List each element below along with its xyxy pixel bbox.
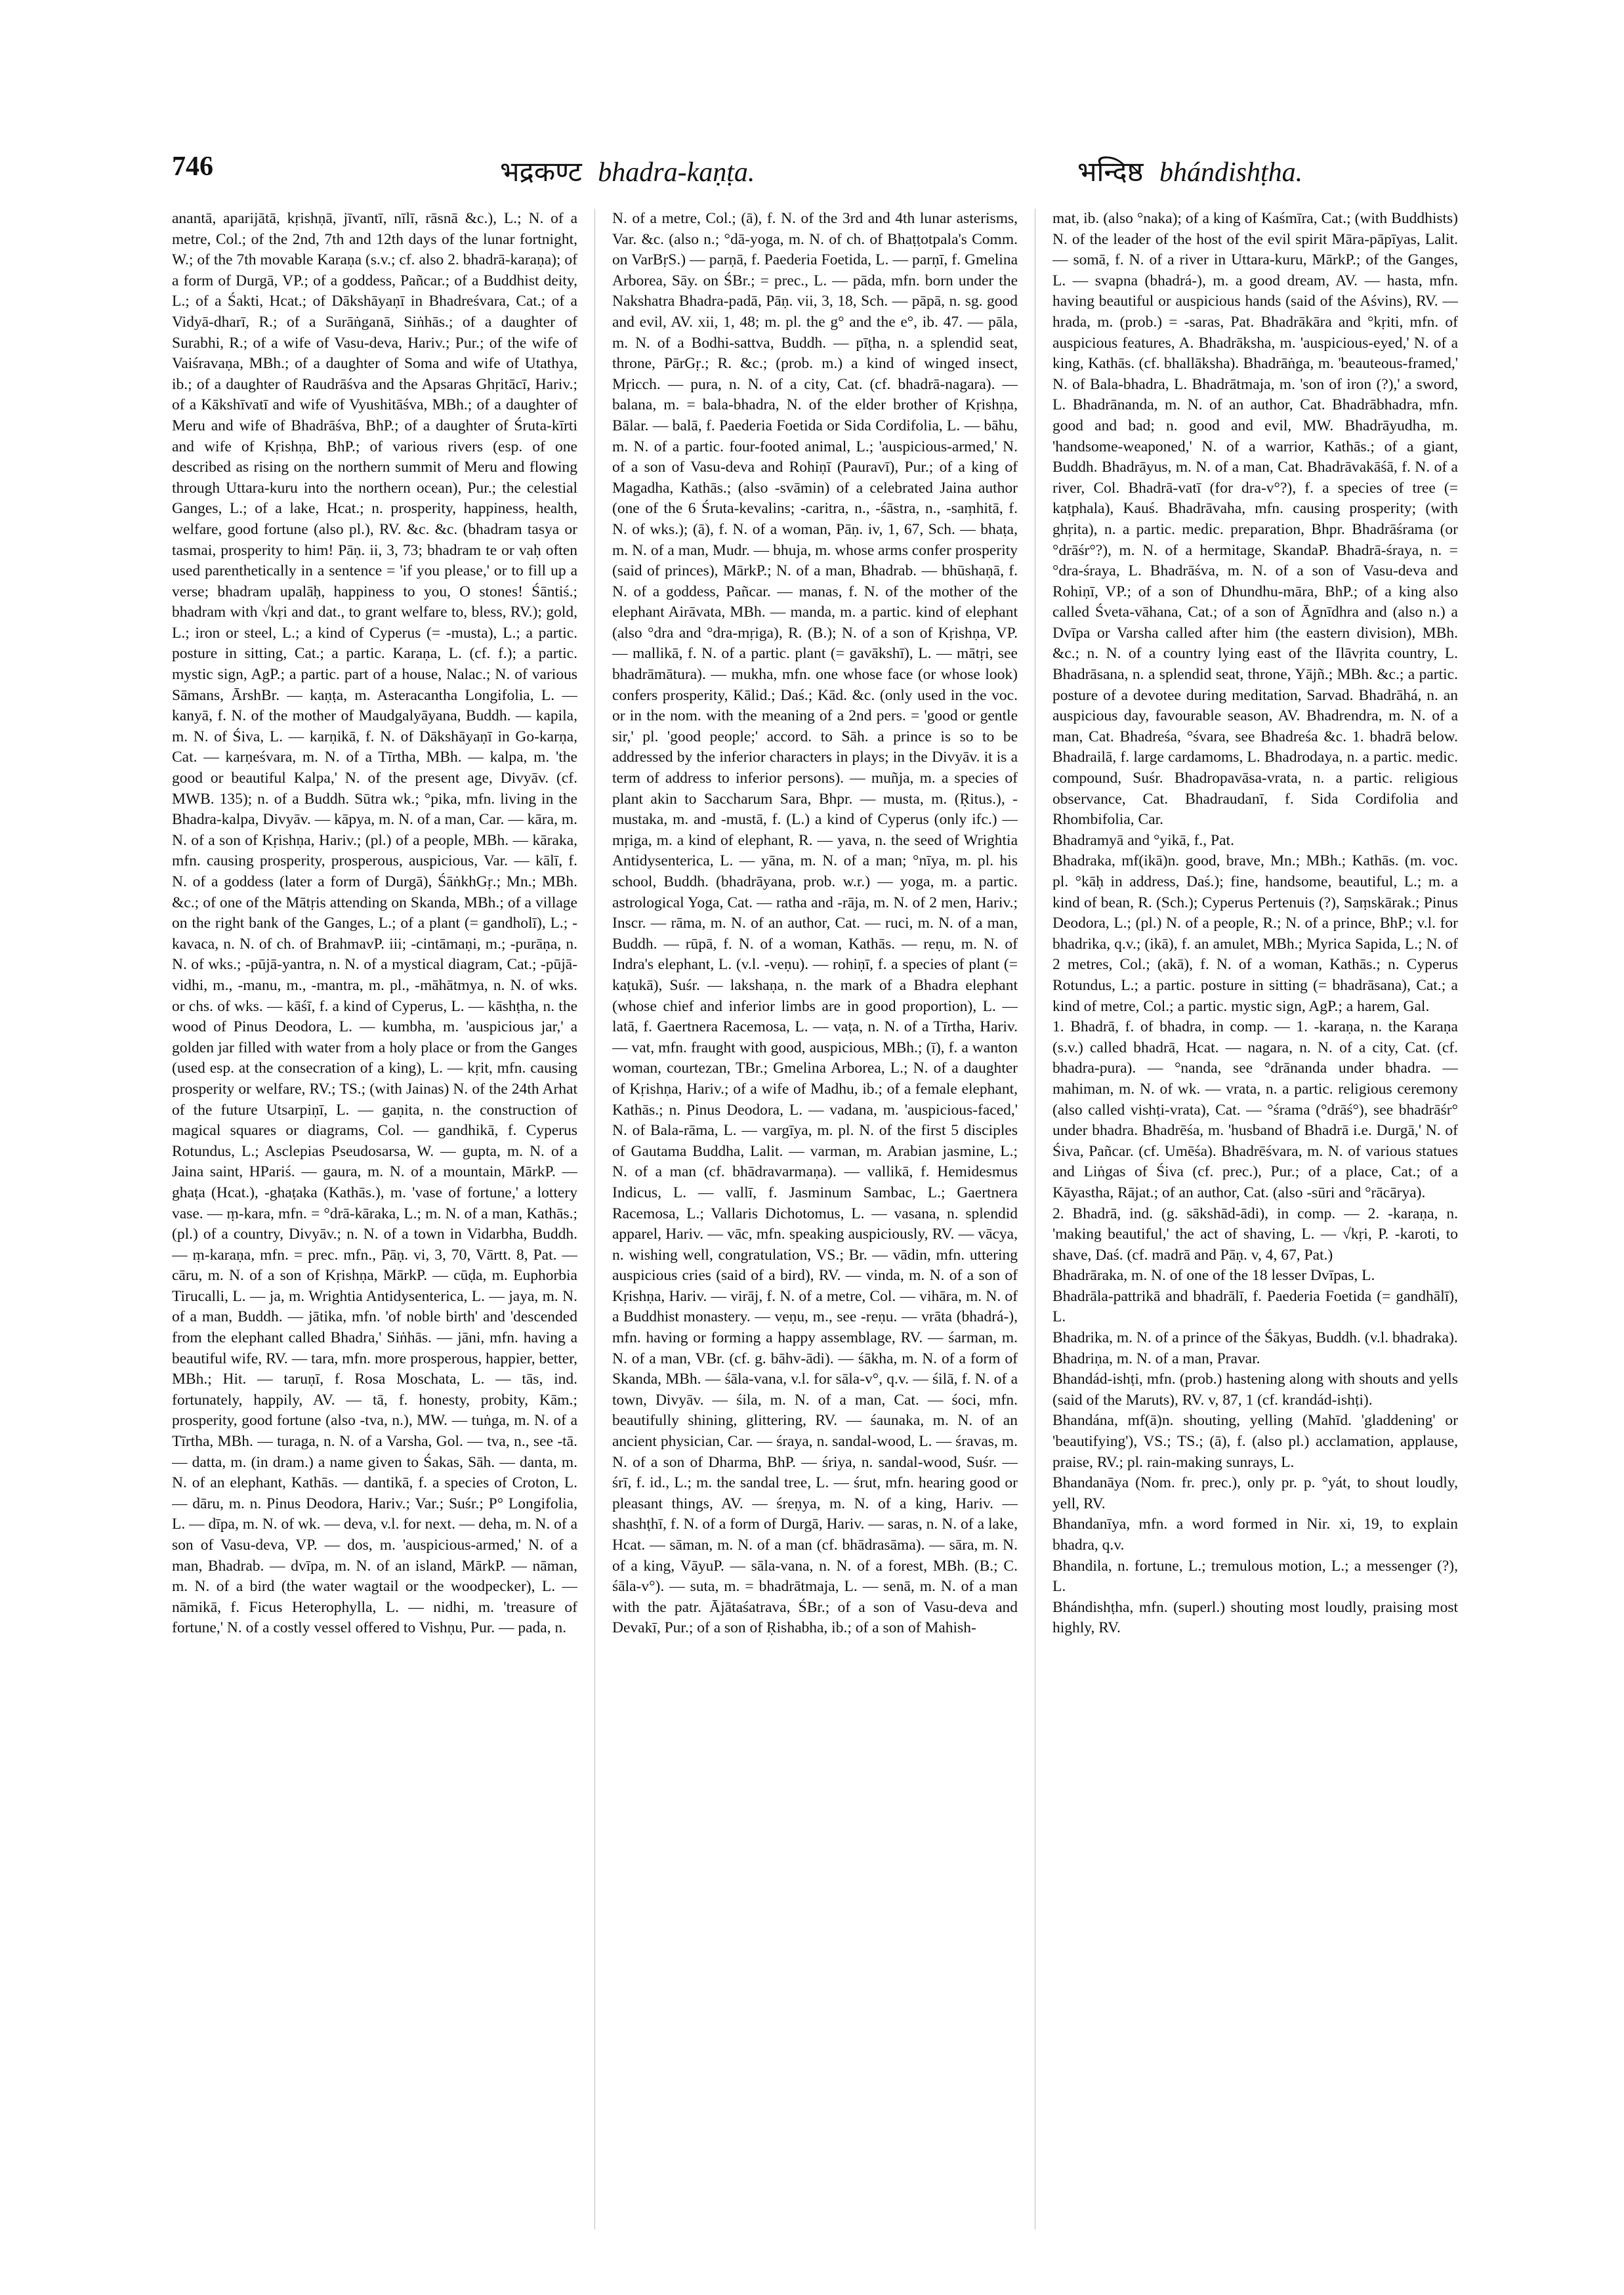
column-3-paragraph: Bhandila, n. fortune, L.; tremulous motion, L.; a messenger (?), L. — [1052, 1557, 1458, 1596]
column-3-paragraph: 1. Bhadrā, f. of bhadra, in comp. — 1. -karaṇa, n. the Karaṇa (s.v.) called bhadrā, Hcat. — nagara, n. N. of a city, Cat. (cf. bhadra-pura). — °nanda, see °drānanda under bhadra. — mahiman, m. N. of wk. — vrata, n. a partic. religious ceremony (also called vishṭi-vrata), Cat. — °śrama (°drāś°), see bhadrāśr° under bhadra. Bhadrēśa, m. 'husband of Bhadrā i.e. Durgā,' N. of Śiva, Pañcar. (cf. Umēśa). Bhadrēśvara, m. N. of various statues and Liṅgas of Śiva (cf. prec.), Pur.; of a place, Cat.; of a Kāyastha, Rājat.; of an author, Cat. (also -sūri and °rācārya). — [1052, 1018, 1458, 1201]
column-3-paragraph: mat, ib. (also °naka); of a king of Kaśmīra, Cat.; (with Buddhists) N. of the leader of the host of the evil spirit Māra-pāpīyas, Lalit. — somā, f. N. of a river in Uttara-kuru, MārkP.; of the Ganges, L. — svapna (bhadrá-), m. a good dream, AV. — hasta, mfn. having beautiful or auspicious hands (said of the Aśvins), RV. — hrada, m. (prob.) = -saras, Pat. Bhadrākāra and °kṛiti, mfn. of auspicious features, A. Bhadrāksha, m. 'auspicious-eyed,' N. of a king, Kathās. (cf. bhallāksha). Bhadrāṅga, m. 'beauteous-framed,' N. of Bala-bhadra, L. Bhadrātmaja, m. 'son of iron (?),' a sword, L. Bhadrānanda, m. N. of an author, Cat. Bhadrābhadra, mfn. good and bad; n. good and evil, MW. Bhadrāyudha, m. 'handsome-weaponed,' N. of a warrior, Kathās.; of a giant, Buddh. Bhadrāyus, m. N. of a man, Cat. Bhadrāvakāśā, f. N. of a river, Col. Bhadrā-vatī (for dra-v°?), f. a species of tree (= kaṭphala), Kauś. Bhadrāvaha, mfn. causing prosperity; (with ghṛita), n. a partic. medic. preparation, Bhpr. Bhadrāśrama (or °drāśr°?), m. N. of a hermitage, SkandaP. Bhadrā-śraya, n. = °dra-śraya, L. Bhadrāśva, m. N. of a son of Vasu-deva and Rohiṇī, VP.; of a son of Dhundhu-māra, BhP.; of a king also called Śveta-vāhana, Cat.; of a son of Āgnīdhra and (also n.) a Dvīpa or Varsha called after him (the eastern division), MBh. &c.; n. N. of a country lying east of the Ilāvṛita country, L. Bhadrāsana, n. a splendid seat, throne, Yājñ.; MBh. &c.; a partic. posture of a devotee during meditation, Sarvad. Bhadrāhá, n. an auspicious day, favourable season, AV. Bhadrendra, m. N. of a man, Cat. Bhadreśa, °śvara, see Bhadreśa &c. 1. bhadrā below. Bhadrailā, f. large cardamoms, L. Bhadrodaya, n. a partic. medic. compound, Suśr. Bhadropavāsa-vrata, n. a partic. religious observance, Cat. Bhadraudanī, f. Sida Cordifolia and Rhombifolia, Car. — [1052, 210, 1458, 829]
header-right-headword — [1077, 152, 1302, 190]
column-3-paragraph: Bhandád-ishṭi, mfn. (prob.) hastening along with shouts and yells (said of the Maruts), RV. v, 87, 1 (cf. krandád-ishṭi). — [1052, 1371, 1458, 1409]
column-1-paragraph: anantā, aparijātā, kṛishṇā, jīvantī, nīlī, rāsnā &c.), L.; N. of a metre, Col.; of the 2nd, 7th and 12th days of the lunar fortnight, W.; of the 7th movable Karaṇa (s.v.; cf. also 2. bhadrā-karaṇa); of a form of Durgā, VP.; of a goddess, Pañcar.; of a Buddhist deity, L.; of a Śakti, Hcat.; of Dākshāyaṇī in Bhadreśvara, Cat.; of a Vidyā-dharī, R.; of a Surāṅganā, Siṅhās.; of a daughter of Surabhi, R.; of a wife of Vasu-deva, Hariv.; Pur.; of the wife of Vaiśravaṇa, MBh.; of a daughter of Soma and wife of Utathya, ib.; of a daughter of Raudrāśva and the Apsaras Ghṛitācī, Hariv.; of a Kākshīvatī and wife of Vyushitāśva, MBh.; of a daughter of Meru and wife of Bhadrāśva, BhP.; of a daughter of Śruta-kīrti and wife of Kṛishṇa, BhP.; of various rivers (esp. of one described as rising on the northern summit of Meru and flowing through Uttara-kuru into the northern ocean), Pur.; the celestial Ganges, L.; of a lake, Hcat.; n. prosperity, happiness, health, welfare, good fortune (also pl.), RV. &c. &c. (bhadram tasya or tasmai, prosperity to him! Pāṇ. ii, 3, 73; bhadram te or vaḥ often used parenthetically in a sentence = 'if you please,' or to fill up a verse; bhadram upalāḥ, happiness to you, O stones! Śāntiś.; bhadram with √kṛi and dat., to grant welfare to, bless, RV.); gold, L.; iron or steel, L.; a kind of Cyperus (= -musta), L.; a partic. posture in sitting, Cat.; a partic. Karaṇa, L. (cf. f.); a partic. mystic sign, AgP.; a partic. part of a house, Nalac.; N. of various Sāmans, ĀrshBr. — kaṇṭa, m. Asteracantha Longifolia, L. — kanyā, f. N. of the mother of Maudgalyāyana, Buddh. — kapila, m. N. of Śiva, L. — karṇikā, f. N. of Dākshāyaṇī in Go-karṇa, Cat. — karṇeśvara, m. N. of a Tīrtha, MBh. — kalpa, m. 'the good or beautiful Kalpa,' N. of the present age, Divyāv. (cf. MWB. 135); n. of a Buddh. Sūtra wk.; °pika, mfn. living in the Bhadra-kalpa, Divyāv. — kāpya, m. N. of a man, Car. — kāra, m. N. of a son of Kṛishṇa, Hariv.; (pl.) of a people, MBh. — kāraka, mfn. causing prosperity, prosperous, auspicious, Var. — kālī, f. N. of a goddess (later a form of Durgā), ŚāṅkhGṛ.; Mn.; MBh. &c.; of one of the Mātṛis attending on Skanda, MBh.; of a village on the right bank of the Ganges, L.; of a plant (= gandholī), L.; -kavaca, n. N. of ch. of BrahmavP. iii; -cintāmaṇi, m.; -purāṇa, n. N. of wks.; -pūjā-yantra, n. N. of a mystical diagram, Cat.; -pūjā-vidhi, m., -manu, m., -mantra, m. pl., -māhātmya, n. N. of wks. or chs. of wks. — kāśī, f. a kind of Cyperus, L. — kāshṭha, n. the wood of Pinus Deodora, L. — kumbha, m. 'auspicious jar,' a golden jar filled with water from a holy place or from the Ganges (used esp. at the consecration of a king), L. — kṛit, mfn. causing prosperity or welfare, RV.; TS.; (with Jainas) N. of the 24th Arhat of the future Utsarpiṇī, L. — gaṇita, n. the construction of magical squares or diagrams, Col. — gandhikā, f. Cyperus Rotundus, L.; Asclepias Pseudosarsa, W. — gupta, m. N. of a Jaina saint, HPariś. — gaura, m. N. of a mountain, MārkP. — ghaṭa (Hcat.), -ghaṭaka (Kathās.), m. 'vase of fortune,' a lottery vase. — ṃ-kara, mfn. = °drā-kāraka, L.; m. N. of a man, Kathās.; (pl.) of a country, Divyāv.; n. N. of a town in Vidarbha, Buddh. — ṃ-karaṇa, mfn. = prec. mfn., Pāṇ. vi, 3, 70, Vārtt. 8, Pat. — cāru, m. N. of a son of Kṛishṇa, MārkP. — cūḍa, m. Euphorbia Tirucalli, L. — ja, m. Wrightia Antidysenterica, L. — jaya, m. N. of a man, Buddh. — jātika, mfn. 'of noble birth' and 'descended from the elephant called Bhadra,' Siṅhās. — jāni, mfn. having a beautiful wife, RV. — tara, mfn. more prosperous, happier, better, MBh.; Hit. — taruṇī, f. Rosa Moschata, L. — tās, ind. fortunately, happily, AV. — tā, f. honesty, probity, Kām.; prosperity, good fortune (also -tva, n.), MW. — tuṅga, m. N. of a Tīrtha, MBh. — turaga, n. N. of a Varsha, Gol. — tva, n., see -tā. — datta, m. (in dram.) a name given to Śakas, Sāh. — danta, m. N. of an elephant, Kathās. — dantikā, f. a species of Croton, L. — dāru, m. n. Pinus Deodora, Hariv.; Var.; Suśr.; P° Longifolia, L. — dīpa, m. N. of wk. — deva, v.l. for next. — deha, m. N. of a son of Vasu-deva, VP. — dos, m. 'auspicious-armed,' N. of a man, Bhadrab. — dvīpa, m. N. of an island, MārkP. — nāman, m. N. of a bird (the water wagtail or the woodpecker), L. — nāmikā, f. Ficus Heterophylla, L. — nidhi, m. 'treasure of fortune,' N. of a costly vessel offered to Vishṇu, Pur. — pada, n. — [172, 210, 577, 1637]
column-3-paragraph: Bhadraka, mf(ikā)n. good, brave, Mn.; MBh.; Kathās. (m. voc. pl. °kāḥ in address, Daś.); fine, handsome, beautiful, L.; m. a kind of bean, R. (Sch.); Cyperus Pertenuis (?), Saṃskārak.; Pinus Deodora, L.; (pl.) N. of a people, R.; N. of a prince, BhP.; v.l. for bhadrika, q.v.; (ikā), f. an amulet, MBh.; Myrica Sapida, L.; N. of 2 metres, Col.; (akā), f. N. of a woman, Kathās.; n. Cyperus Rotundus, L.; a partic. posture in sitting (= bhadrāsana), Cat.; a kind of metre, Col.; a partic. mystic sign, AgP.; a harem, Gal. — [1052, 852, 1458, 1015]
header-right-latin: bhándishṭha. — [1159, 157, 1303, 188]
column-2 — [612, 209, 1018, 2229]
column-divider — [594, 209, 595, 2229]
page-header — [172, 144, 1451, 197]
header-left-devanagari: भद्रकण्ट — [500, 157, 582, 188]
header-left-headword — [500, 152, 755, 190]
column-3-paragraph: Bhandanīya, mfn. a word formed in Nir. xi, 19, to explain bhadra, q.v. — [1052, 1516, 1458, 1554]
column-1 — [172, 209, 577, 2229]
column-3-paragraph: Bhadrika, m. N. of a prince of the Śākyas, Buddh. (v.l. bhadraka). — [1052, 1329, 1458, 1347]
column-3-paragraph: 2. Bhadrā, ind. (g. sākshād-ādi), in comp. — 2. -karaṇa, n. 'making beautiful,' the act of shaving, L. — √kṛi, P. -karoti, to shave, Daś. (cf. madrā and Pāṇ. v, 4, 67, Pat.) — [1052, 1205, 1458, 1264]
column-3 — [1052, 209, 1458, 2229]
column-3-paragraph: Bhadriṇa, m. N. of a man, Pravar. — [1052, 1350, 1260, 1367]
text-columns — [172, 209, 1458, 2229]
column-2-paragraph: N. of a metre, Col.; (ā), f. N. of the 3rd and 4th lunar asterisms, Var. &c. (also n.; °dā-yoga, m. N. of ch. of Bhaṭṭotpala's Comm. on VarBṛS.) — parṇā, f. Paederia Foetida, L. — parṇī, f. Gmelina Arborea, Sāy. on ŚBr.; = prec., L. — pāda, mfn. born under the Nakshatra Bhadra-padā, Pāṇ. vii, 3, 18, Sch. — pāpā, n. sg. good and evil, AV. xii, 1, 48; m. pl. the g° and the e°, ib. 47. — pāla, m. N. of a Bodhi-sattva, Buddh. — pīṭha, n. a splendid seat, throne, PārGṛ.; R. &c.; (prob. m.) a kind of winged insect, Mṛicch. — pura, n. N. of a city, Cat. (cf. bhadrā-nagara). — balana, m. = bala-bhadra, N. of the elder brother of Kṛishṇa, Bālar. — balā, f. Paederia Foetida or Sida Cordifolia, L. — bāhu, m. N. of a partic. four-footed animal, L.; 'auspicious-armed,' N. of a son of Vasu-deva and Rohiṇī (Pauravī), Pur.; of a king of Magadha, Kathās.; (also -svāmin) of a celebrated Jaina author (one of the 6 Śruta-kevalins; -caritra, n., -śāstra, n., -saṃhitā, f. N. of wks.); (ā), f. N. of a woman, Pāṇ. iv, 1, 67, Sch. — bhaṭa, m. N. of a man, Mudr. — bhuja, m. whose arms confer prosperity (said of princes), MārkP.; N. of a man, Bhadrab. — bhūshaṇā, f. N. of a goddess, Pañcar. — manas, f. N. of the mother of the elephant Airāvata, MBh. — manda, m. a partic. kind of elephant (also °dra and °dra-mṛiga), R. (B.); N. of a son of Kṛishṇa, VP. — mallikā, f. N. of a partic. plant (= gavākshī), L. — mātṛi, see bhadrāmātura). — mukha, mfn. one whose face (or whose look) confers prosperity, Kālid.; Daś.; Kād. &c. (only used in the voc. or in the nom. with the meaning of a 2nd pers. = 'good or gentle sir,' pl. 'good people;' accord. to Sāh. a prince is so to be addressed by the inferior characters in plays; in the Divyāv. it is a term of address to inferior persons). — muñja, m. a species of plant akin to Saccharum Sara, Bhpr. — musta, m. (Ṛitus.), -mustaka, m. and -mustā, f. (L.) a kind of Cyperus (only ifc.) — mṛiga, m. a kind of elephant, R. — yava, n. the seed of Wrightia Antidysenterica, L. — yāna, m. N. of a man; °nīya, m. pl. his school, Buddh. (bhadrāyana, prob. w.r.) — yoga, m. a partic. astrological Yoga, Cat. — ratha and -rāja, m. N. of 2 men, Hariv.; Inscr. — rāma, m. N. of an author, Cat. — ruci, m. N. of a man, Buddh. — rūpā, f. N. of a woman, Kathās. — reṇu, m. N. of Indra's elephant, L. (v.l. -veṇu). — rohiṇī, f. a species of plant (= kaṭukā), Suśr. — lakshaṇa, n. the mark of a Bhadra elephant (whose chief and inferior limbs are in good proportion), L. — latā, f. Gaertnera Racemosa, L. — vaṭa, n. N. of a Tīrtha, Hariv. — vat, mfn. fraught with good, auspicious, MBh.; (ī), f. a wanton woman, courtezan, TBr.; Gmelina Arborea, L.; N. of a daughter of Kṛishṇa, Hariv.; of a wife of Madhu, ib.; of a female elephant, Kathās.; n. Pinus Deodora, L. — vadana, m. 'auspicious-faced,' N. of Bala-rāma, L. — vargīya, m. pl. N. of the first 5 disciples of Gautama Buddha, Lalit. — varman, m. Arabian jasmine, L.; N. of a man (cf. bhādravarmaṇa). — vallikā, f. Hemidesmus Indicus, L. — vallī, f. Jasminum Sambac, L.; Gaertnera Racemosa, L.; Vallaris Dichotomus, L. — vasana, n. splendid apparel, Hariv. — vāc, mfn. speaking auspiciously, RV. — vācya, n. wishing well, congratulation, VS.; Br. — vādin, mfn. uttering auspicious cries (said of a bird), RV. — vinda, m. N. of a son of Kṛishṇa, Hariv. — virāj, f. N. of a metre, Col. — vihāra, m. N. of a Buddhist monastery. — veṇu, m., see -reṇu. — vrāta (bhadrá-), mfn. having or forming a happy assemblage, RV. — śarman, m. N. of a man, VBr. (cf. g. bāhv-ādi). — śākha, m. N. of a form of Skanda, MBh. — śāla-vana, v.l. for sāla-v°, q.v. — śilā, f. N. of a town, Divyāv. — śila, m. N. of a man, Cat. — śoci, mfn. beautifully shining, glittering, RV. — śaunaka, m. N. of an ancient physician, Car. — śraya, n. sandal-wood, L. — śravas, m. N. of a son of Dharma, BhP. — śriya, n. sandal-wood, Suśr. — śrī, f. id., L.; m. the sandal tree, L. — śrut, mfn. hearing good or pleasant things, AV. — śreṇya, m. N. of a king, Hariv. — shashṭhī, f. N. of a form of Durgā, Hariv. — saras, n. N. of a lake, Hcat. — sāman, m. N. of a man (cf. bhādrasāma). — sāra, m. N. of a king, VāyuP. — sāla-vana, n. N. of a forest, MBh. (B.; C. śāla-v°). — suta, m. = bhadrātmaja, L. — senā, m. N. of a man with the patr. Ājātaśatrava, ŚBr.; of a son of Vasu-deva and Devakī, Pur.; of a son of Ṛishabha, ib.; of a son of Mahish- — [612, 210, 1018, 1637]
header-right-devanagari: भन्दिष्ठ — [1077, 157, 1144, 188]
column-3-paragraph: Bhándishṭha, mfn. (superl.) shouting most loudly, praising most highly, RV. — [1052, 1598, 1458, 1637]
column-3-paragraph: Bhadrāla-pattrikā and bhadrālī, f. Paederia Foetida (= gandhālī), L. — [1052, 1287, 1458, 1326]
column-3-paragraph: Bhadrāraka, m. N. of one of the 18 lesser Dvīpas, L. — [1052, 1267, 1375, 1285]
column-3-paragraph: Bhadramyā and °yikā, f., Pat. — [1052, 831, 1234, 849]
page-number: 746 — [172, 152, 213, 182]
column-3-paragraph: Bhandanāya (Nom. fr. prec.), only pr. p. °yát, to shout loudly, yell, RV. — [1052, 1474, 1458, 1512]
column-3-paragraph: Bhandána, mf(ā)n. shouting, yelling (Mahīd. 'gladdening' or 'beautifying'), VS.; TS.; (ā), f. (also pl.) acclamation, applause, praise, RV.; pl. rain-making sunrays, L. — [1052, 1412, 1458, 1471]
header-left-latin: bhadra-kaṇṭa. — [598, 157, 755, 188]
